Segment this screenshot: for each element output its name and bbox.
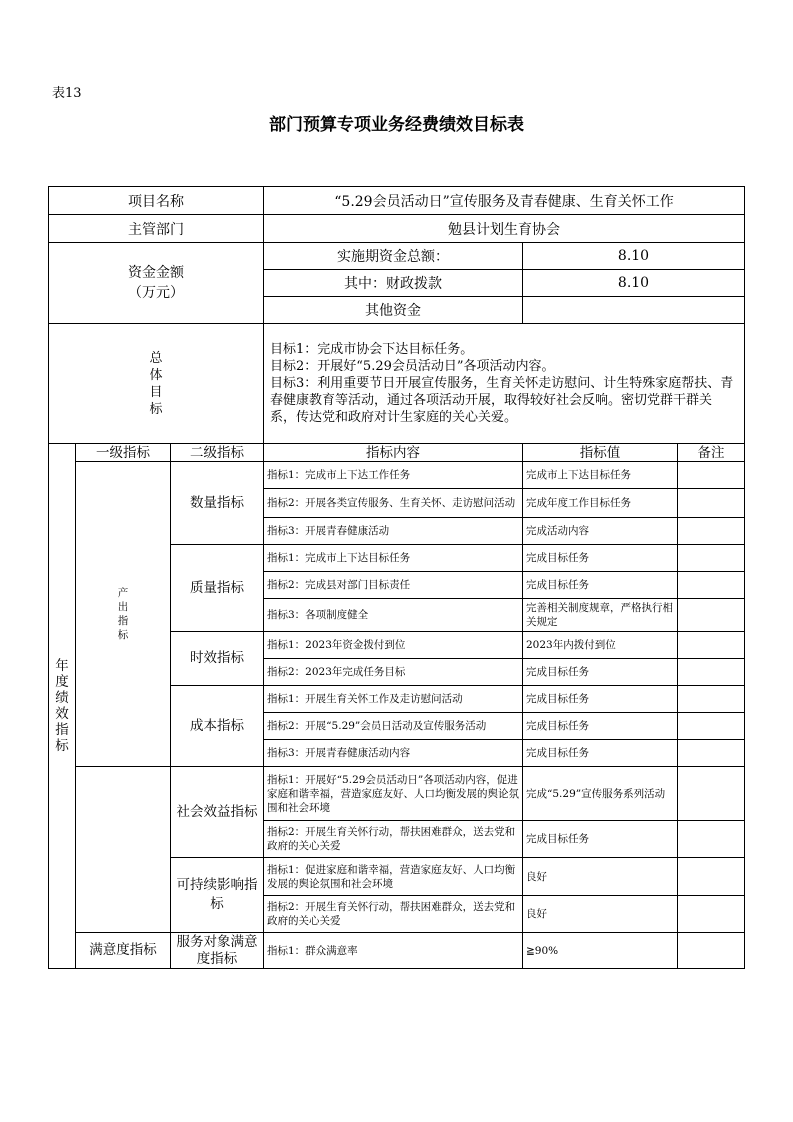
level1-satisfaction: 满意度指标 [76,933,171,969]
indicator-note [678,713,745,740]
indicator-value: 完成目标任务 [523,545,678,572]
indicator-content: 指标1：完成市上下达目标任务 [264,545,523,572]
indicator-note [678,462,745,489]
indicators-header-row [49,444,745,462]
indicator-note [678,518,745,545]
indicator-value: ≧90% [523,933,678,969]
funds-total-row [49,243,745,270]
funds-other-label: 其他资金 [264,297,523,324]
indicator-note [678,933,745,969]
department-row [49,215,745,243]
indicator-value: 完成目标任务 [523,713,678,740]
indicator-value: 完成“5.29”宣传服务系列活动 [523,767,678,821]
indicator-value: 完成活动内容 [523,518,678,545]
indicator-note [678,896,745,933]
funds-total-value: 8.10 [523,243,745,270]
indicator-value: 良好 [523,896,678,933]
indicator-note [678,659,745,686]
project-name-label: 项目名称 [49,187,264,215]
indicator-content: 指标1：促进家庭和谐幸福，营造家庭友好、人口均衡发展的舆论氛围和社会环境 [264,858,523,896]
department-value: 勉县计划生育协会 [264,215,745,243]
indicator-note [678,821,745,858]
table-row [49,933,745,969]
indicator-content: 指标2：2023年完成任务目标 [264,659,523,686]
indicator-value: 完成目标任务 [523,740,678,767]
indicator-content: 指标3：开展青春健康活动内容 [264,740,523,767]
level2-sustainability: 可持续影响指标 [171,858,264,933]
indicator-note [678,489,745,518]
level1-effect [76,767,171,933]
funds-unit: （万元） [128,285,184,301]
header-level2: 二级指标 [171,444,264,462]
level2-cost: 成本指标 [171,686,264,767]
table-row [49,462,745,489]
indicator-content: 指标3：开展青春健康活动 [264,518,523,545]
project-info-table [48,186,745,444]
indicator-content: 指标2：完成县对部门目标责任 [264,572,523,599]
indicator-value: 良好 [523,858,678,896]
indicator-content: 指标2：开展“5.29”会员日活动及宣传服务活动 [264,713,523,740]
table-row [49,767,745,821]
indicator-note [678,858,745,896]
indicator-content: 指标1：开展生育关怀工作及走访慰问活动 [264,686,523,713]
indicator-note [678,740,745,767]
project-name-row [49,187,745,215]
goal-line: 目标3：利用重要节日开展宣传服务，生育关怀走访慰问、计生特殊家庭帮扶、青春健康教育等活动，通过各项活动开展，取得较好社会反响。密切党群干群关系，传达党和政府对计生家庭的关心关爱。 [270,376,734,425]
annual-indicators-label: 年度绩效指标 [49,444,76,969]
level2-service-satisfaction: 服务对象满意度指标 [171,933,264,969]
funds-fiscal-value: 8.10 [523,270,745,297]
funds-fiscal-label: 其中：财政拨款 [264,270,523,297]
level2-quantity: 数量指标 [171,462,264,545]
indicator-note [678,599,745,632]
indicator-note [678,767,745,821]
indicator-value: 完成目标任务 [523,572,678,599]
header-note: 备注 [678,444,745,462]
funds-amount-cell [49,243,264,324]
indicator-content: 指标1：完成市上下达工作任务 [264,462,523,489]
goal-line: 目标1：完成市协会下达目标任务。 [270,342,474,357]
overall-goals-label: 总体目标 [49,324,264,444]
indicators-table [48,443,745,969]
indicator-value: 完成市上下达目标任务 [523,462,678,489]
indicator-value: 完成目标任务 [523,659,678,686]
page-title: 部门预算专项业务经费绩效目标表 [269,115,524,135]
funds-other-value [523,297,745,324]
level2-timeliness: 时效指标 [171,632,264,686]
level1-output: 产出指标 [76,462,171,767]
level2-quality: 质量指标 [171,545,264,632]
indicator-content: 指标1：群众满意率 [264,933,523,969]
indicator-note [678,545,745,572]
indicator-content: 指标2：开展各类宣传服务、生育关怀、走访慰问活动 [264,489,523,518]
table-number-label: 表13 [52,86,82,101]
indicator-note [678,632,745,659]
funds-total-label: 实施期资金总额： [264,243,523,270]
goal-line: 目标2：开展好“5.29会员活动日”各项活动内容。 [270,359,555,374]
department-label: 主管部门 [49,215,264,243]
indicator-content: 指标3：各项制度健全 [264,599,523,632]
indicator-content: 指标1：2023年资金拨付到位 [264,632,523,659]
indicator-value: 完成目标任务 [523,686,678,713]
indicator-content: 指标1：开展好“5.29会员活动日”各项活动内容，促进家庭和谐幸福，营造家庭友好、人口均衡发展的舆论氛围和社会环境 [264,767,523,821]
indicator-value: 完成目标任务 [523,821,678,858]
indicator-value: 完成年度工作目标任务 [523,489,678,518]
indicator-value: 2023年内拨付到位 [523,632,678,659]
project-name-value: “5.29会员活动日”宣传服务及青春健康、生育关怀工作 [264,187,745,215]
header-level1: 一级指标 [76,444,171,462]
funds-label: 资金金额 [128,265,184,281]
overall-goals-row [49,324,745,444]
level2-social: 社会效益指标 [171,767,264,858]
indicator-value: 完善相关制度规章，严格执行相关规定 [523,599,678,632]
indicator-content: 指标2：开展生育关怀行动，帮扶困难群众，送去党和政府的关心关爱 [264,821,523,858]
indicator-note [678,686,745,713]
header-value: 指标值 [523,444,678,462]
header-content: 指标内容 [264,444,523,462]
overall-goals-text [264,324,745,444]
indicator-content: 指标2：开展生育关怀行动，帮扶困难群众，送去党和政府的关心关爱 [264,896,523,933]
indicator-note [678,572,745,599]
